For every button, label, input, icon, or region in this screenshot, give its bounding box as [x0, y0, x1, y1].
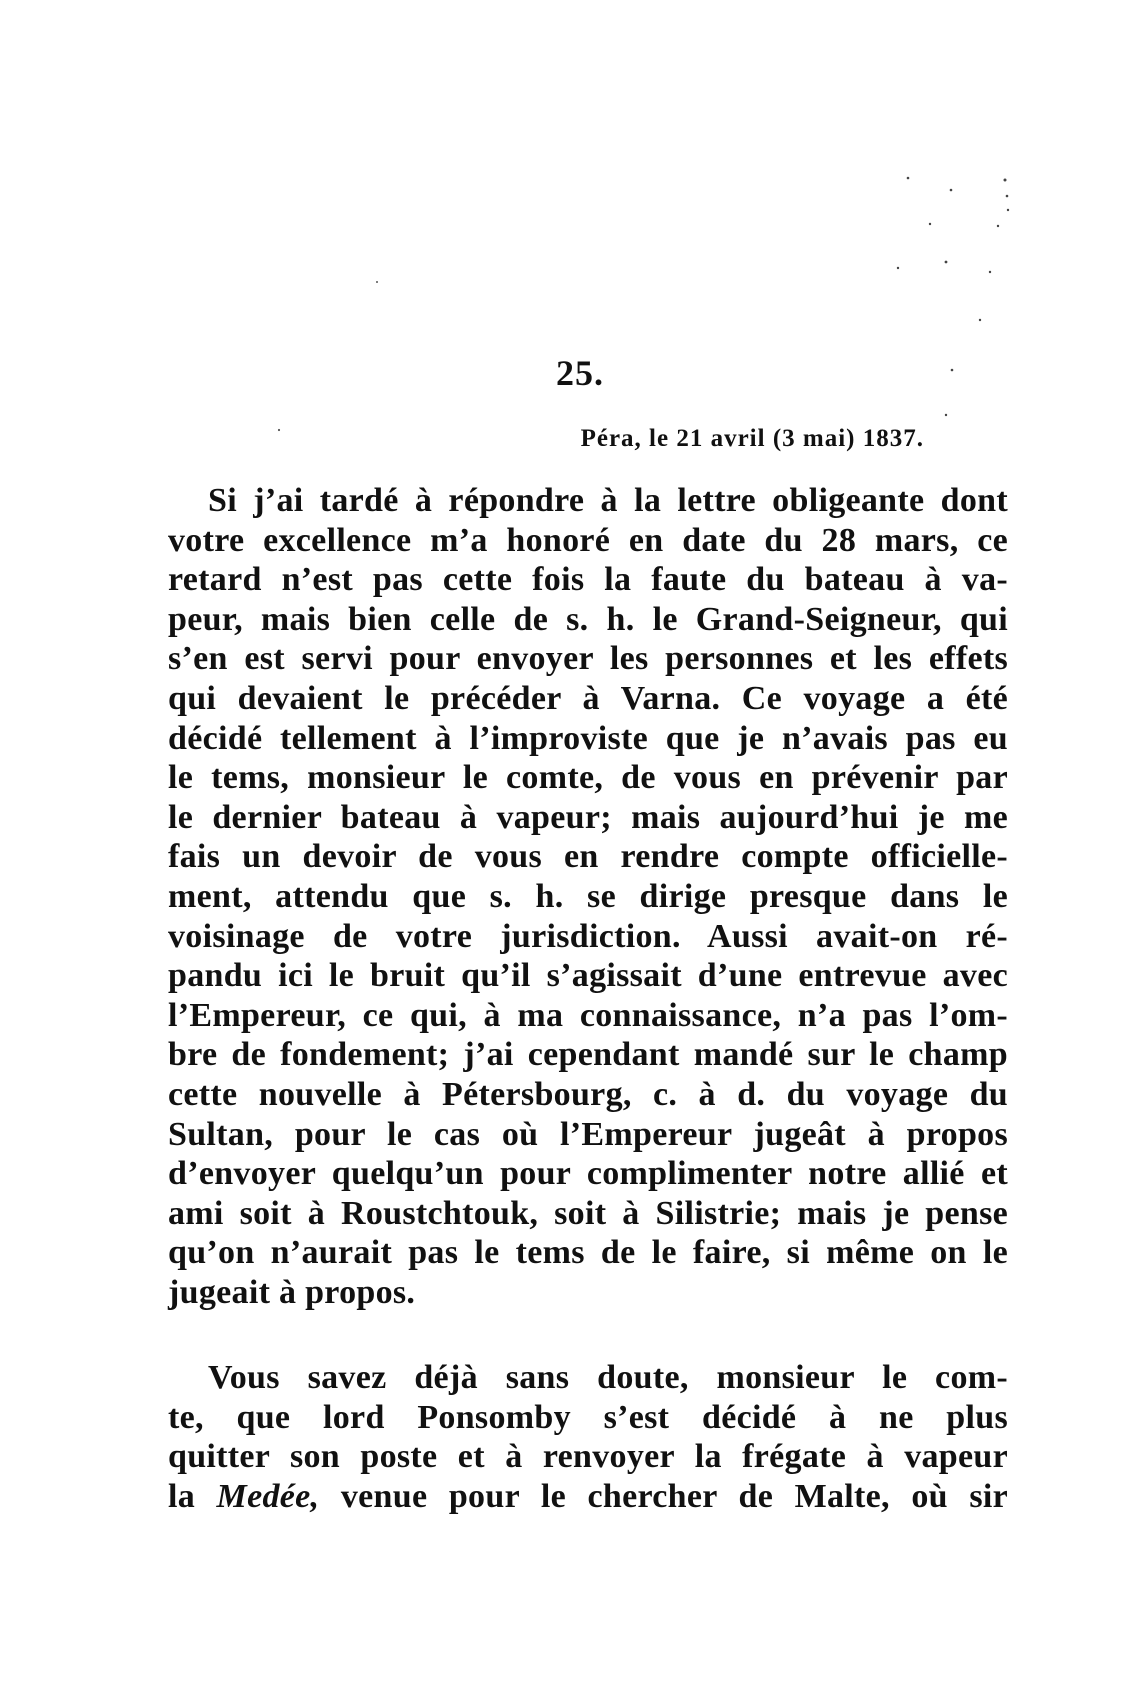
- text-line: l’Empereur, ce qui, à ma connaissance, n’a pas l’om-: [168, 996, 1008, 1034]
- paragraph-2: [168, 1358, 1008, 1516]
- text-line: ami soit à Roustchtouk, soit à Silistrie; mais je pense: [168, 1194, 1008, 1232]
- text-fragment: la: [168, 1477, 196, 1515]
- text-line: d’envoyer quelqu’un pour complimenter notre allié et: [168, 1155, 1008, 1193]
- text-line: fais un devoir de vous en rendre compte officielle-: [168, 838, 1008, 876]
- ship-name: Medée,: [216, 1477, 320, 1515]
- page-number: 25.: [556, 353, 604, 393]
- paragraph-1: [168, 481, 1008, 1312]
- text-line: voisinage de votre jurisdiction. Aussi avait-on ré-: [168, 917, 1008, 955]
- text-line: décidé tellement à l’improviste que je n’avais pas eu: [168, 719, 1008, 757]
- text-line: qui devaient le précéder à Varna. Ce voyage a été: [168, 679, 1008, 717]
- text-line-ship: [168, 1477, 1008, 1517]
- text-line: Vous savez déjà sans doute, monsieur le com-: [208, 1359, 1008, 1396]
- text-line: te, que lord Ponsomby s’est décidé à ne plus: [168, 1398, 1008, 1436]
- text-line: cette nouvelle à Pétersbourg, c. à d. du voyage du: [168, 1075, 1008, 1113]
- text-line: retard n’est pas cette fois la faute du bateau à va-: [168, 561, 1008, 599]
- text-line: jugeait à propos.: [168, 1273, 416, 1311]
- text-line: quitter son poste et à renvoyer la frégate à vapeur: [168, 1438, 1008, 1476]
- text-line: qu’on n’aurait pas le tems de le faire, si même on le: [168, 1234, 1008, 1272]
- text-line: le tems, monsieur le comte, de vous en prévenir par: [168, 759, 1008, 797]
- text-line: ment, attendu que s. h. se dirige presque dans le: [168, 877, 1008, 915]
- text-line: s’en est servi pour envoyer les personnes et les effets: [168, 640, 1008, 678]
- text-line: pandu ici le bruit qu’il s’agissait d’une entrevue avec: [168, 957, 1008, 995]
- text-fragment: venue pour le chercher de Malte, où sir: [340, 1477, 1008, 1515]
- text-line: bre de fondement; j’ai cependant mandé sur le champ: [168, 1036, 1008, 1074]
- dateline: Péra, le 21 avril (3 mai) 1837.: [580, 425, 924, 452]
- text-line: votre excellence m’a honoré en date du 28 mars, ce: [168, 521, 1008, 559]
- text-line: le dernier bateau à vapeur; mais aujourd’hui je me: [168, 798, 1008, 836]
- text-line: peur, mais bien celle de s. h. le Grand-Seigneur, qui: [168, 600, 1008, 638]
- text-line: Si j’ai tardé à répondre à la lettre obligeante dont: [208, 482, 1008, 519]
- text-line: Sultan, pour le cas où l’Empereur jugeât à propos: [168, 1115, 1008, 1153]
